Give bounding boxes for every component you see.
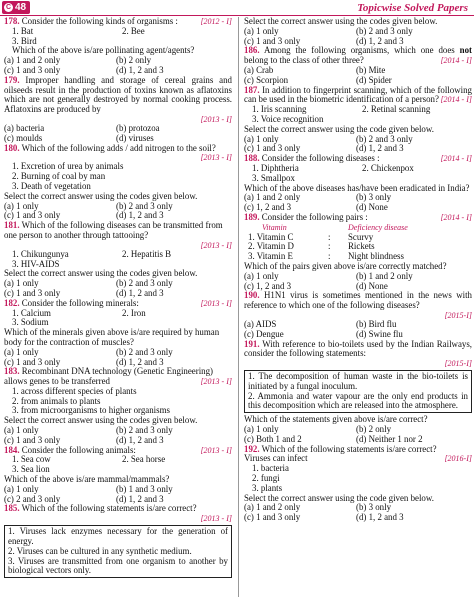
answer-options — [244, 193, 472, 213]
option-a[interactable]: (a) 1 only — [244, 133, 279, 144]
option-c[interactable]: (c) 1 and 3 only — [244, 35, 301, 46]
question-subtext: Viruses can infect — [244, 453, 308, 464]
question-number: 179. — [4, 74, 20, 85]
list-item: 1. Chikungunya — [12, 248, 69, 259]
option-c[interactable]: (c) 1 and 3 only — [4, 64, 61, 75]
source-tag: [2013 - I] — [200, 153, 232, 163]
option-b[interactable]: (b) 2 only — [116, 55, 152, 66]
question-prompt: Select the correct answer using the code given below. — [244, 123, 434, 134]
option-c[interactable]: (c) 2 and 3 only — [4, 493, 61, 504]
question-text: With reference to bio-toilets used by the Indian Railways, consider the following statements: — [244, 338, 472, 359]
answer-options — [4, 426, 232, 446]
option-d[interactable]: (d) Spider — [356, 74, 392, 85]
question-number: 192. — [244, 443, 260, 454]
option-d[interactable]: (d) 1, 2 and 3 — [116, 356, 164, 367]
question-183 — [4, 367, 232, 387]
page-number-badge — [2, 1, 30, 14]
answer-options — [244, 425, 472, 445]
option-d[interactable]: (d) 1, 2 and 3 — [116, 287, 164, 298]
option-b[interactable]: (b) 1 and 2 only — [356, 270, 413, 281]
list-item: 1. Sea cow — [12, 454, 51, 465]
list-item: 1. Viruses lack enzymes necessary for the generation of energy. — [8, 526, 228, 547]
option-a[interactable]: (a) 1 and 2 only — [244, 192, 301, 203]
pair-sep: : — [328, 251, 331, 262]
option-a[interactable]: (a) 1 only — [4, 278, 39, 289]
option-a[interactable]: (a) 1 only — [244, 270, 279, 281]
pair-right: Night blindness — [348, 251, 404, 262]
option-d[interactable]: (d) 1, 2 and 3 — [116, 64, 164, 75]
source-tag: [2013 - I] — [200, 114, 232, 124]
option-b[interactable]: (b) Bird flu — [356, 318, 397, 329]
source-tag: [2013 - I] — [200, 514, 232, 524]
list-item: 3. Smallpox — [252, 172, 295, 183]
source-tag: [2014 - I] — [440, 154, 472, 164]
option-a[interactable]: (a) bacteria — [4, 122, 45, 133]
option-a[interactable]: (a) 1 only — [4, 346, 39, 357]
list-item: 1. Calcium — [12, 307, 51, 318]
list-item: 3. Death of vegetation — [12, 180, 91, 191]
question-text: H1N1 virus is sometimes mentioned in the news with reference to which one of the following diseases? — [244, 290, 472, 311]
list-item: 2. Viruses can be cultured in any synthetic medium. — [8, 545, 192, 556]
question-number: 191. — [244, 338, 260, 349]
source-tag: [2013 - I] — [200, 445, 232, 455]
source-tag: [2013 - I] — [200, 298, 232, 308]
question-text: Consider the following minerals: — [21, 297, 139, 308]
option-b[interactable]: (b) 2 and 3 only — [116, 425, 173, 436]
list-item: 3. Bird — [12, 35, 37, 46]
answer-options — [4, 485, 232, 505]
page-header — [0, 0, 474, 16]
option-c[interactable]: (c) 1 and 3 only — [4, 356, 61, 367]
page-number: 48 — [15, 2, 27, 13]
answer-options — [244, 66, 472, 86]
list-item: 3. Sea lion — [12, 464, 50, 475]
option-b[interactable]: (b) 2 and 3 only — [116, 200, 173, 211]
pair-sep: : — [328, 231, 331, 242]
list-item: 2. Sea horse — [122, 454, 166, 465]
answer-options — [4, 279, 232, 299]
column-header: Vitamin — [262, 222, 287, 232]
option-d[interactable]: (d) 1, 2 and 3 — [116, 434, 164, 445]
question-180 — [4, 144, 232, 154]
list-item: 3. Voice recognition — [252, 113, 324, 124]
pair-left: 2. Vitamin D — [248, 241, 294, 252]
question-text: In addition to fingerprint scanning, which of the following can be used in the biometric identification of a person? — [244, 84, 472, 105]
column-divider — [238, 17, 239, 597]
option-a[interactable]: (a) 1 and 2 only — [244, 502, 301, 513]
question-number: 182. — [4, 297, 20, 308]
question-179 — [4, 76, 232, 115]
question-187 — [244, 86, 472, 106]
question-number: 190. — [244, 290, 260, 301]
question-text: Recombinant DNA technology (Genetic Engineering) allows genes to be transferred — [4, 366, 213, 387]
question-text: Which of the following statements is/are correct? — [21, 503, 197, 514]
option-d[interactable]: (d) 1, 2 and 3 — [356, 35, 404, 46]
source-tag: [2015-I] — [444, 359, 472, 369]
option-b[interactable]: (b) 2 and 3 only — [356, 25, 413, 36]
option-a[interactable]: (a) 1 only — [4, 425, 39, 436]
question-number: 184. — [4, 444, 20, 455]
option-c[interactable]: (c) 1, 2 and 3 — [244, 280, 292, 291]
question-prompt: Which of the pairs given above is/are correctly matched? — [244, 260, 447, 271]
option-d[interactable]: (d) None — [356, 202, 388, 213]
option-b[interactable]: (b) protozoa — [116, 122, 160, 133]
question-text: belong to the class of other three? — [244, 55, 364, 66]
option-a[interactable]: (a) Crab — [244, 64, 274, 75]
option-c[interactable]: (c) moulds — [4, 132, 43, 143]
question-prompt: Which of the statements given above is/are correct? — [244, 414, 428, 425]
option-d[interactable]: (d) Neither 1 nor 2 — [356, 433, 423, 444]
question-number: 188. — [244, 153, 260, 164]
source-tag: [2014 - I] — [440, 56, 472, 66]
list-item: 2. fungi — [252, 473, 280, 484]
question-number: 183. — [4, 366, 20, 377]
question-prompt: Select the correct answer using the codes given below. — [4, 415, 198, 426]
option-b[interactable]: (b) 2 only — [356, 424, 392, 435]
option-c[interactable]: (c) 1 and 3 only — [4, 287, 61, 298]
question-191 — [244, 340, 472, 360]
question-prompt: Which of the above diseases has/have been eradicated in India? — [244, 182, 470, 193]
left-column — [4, 17, 232, 580]
question-190 — [244, 291, 472, 311]
emphasis-not: not — [459, 45, 473, 56]
question-189 — [244, 213, 472, 223]
question-number: 189. — [244, 211, 260, 222]
list-item: 2. Retinal scanning — [362, 104, 431, 115]
source-tag: [2015-I] — [444, 310, 472, 320]
question-prompt: Select the correct answer using the codes given below. — [4, 190, 198, 201]
list-item: 2. Chickenpox — [362, 162, 414, 173]
question-text: Consider the following pairs : — [261, 211, 368, 222]
list-item: 1. Iris scanning — [252, 104, 307, 115]
option-d[interactable]: (d) 1, 2 and 3 — [356, 512, 404, 523]
pair-left: 1. Vitamin C — [248, 231, 294, 242]
source-tag: [2014 - I] — [440, 212, 472, 222]
option-c[interactable]: (c) Both 1 and 2 — [244, 433, 302, 444]
option-a[interactable]: (a) 1 only — [244, 25, 279, 36]
option-a[interactable]: (a) AIDS — [244, 318, 277, 329]
answer-options — [4, 202, 232, 222]
question-number: 180. — [4, 142, 20, 153]
column-header: Deficiency disease — [348, 222, 408, 232]
answer-options — [4, 124, 232, 144]
question-text: Consider the following kinds of organisms : — [21, 16, 178, 26]
question-text: Which of the following adds / add nitrogen to the soil? — [21, 142, 216, 153]
option-d[interactable]: (d) None — [356, 280, 388, 291]
list-item: 1. Excretion of urea by animals — [12, 161, 124, 172]
answer-options — [244, 272, 472, 292]
answer-options — [4, 348, 232, 368]
option-a[interactable]: (a) 1 only — [244, 424, 279, 435]
list-item: 2. Ammonia and water vapour are the only end products in this decomposition which are released into the atmosphere. — [248, 390, 468, 411]
option-a[interactable]: (a) 1 only — [4, 200, 39, 211]
question-text: Improper handling and storage of cereal grains and oilseeds result in the production of toxins known as aflatoxins which are not generally destroyed by normal cooking process. Aflatoxins are produced by — [4, 74, 232, 115]
option-c[interactable]: (c) 1 and 3 only — [4, 210, 61, 221]
option-a[interactable]: (a) 1 only — [4, 483, 39, 494]
option-b[interactable]: (b) 2 and 3 only — [116, 278, 173, 289]
list-item: 1. across different species of plants — [12, 385, 137, 396]
list-item: 1. Diphtheria — [252, 162, 299, 173]
list-item: 3. Viruses are transmitted from one organism to another by biological vectors only. — [8, 555, 228, 576]
option-b[interactable]: (b) 2 and 3 only — [116, 346, 173, 357]
answer-options — [244, 320, 472, 340]
statements-box — [4, 525, 232, 578]
question-prompt: Select the correct answer using the codes given below. — [4, 268, 198, 279]
option-d[interactable]: (d) 1, 2 and 3 — [356, 143, 404, 154]
option-d[interactable]: (d) viruses — [116, 132, 154, 143]
question-text: Which of the following statements is/are correct? — [261, 443, 437, 454]
source-tag: [2013 - I] — [200, 240, 232, 250]
list-item: 1. bacteria — [252, 463, 289, 474]
question-text: Consider the following animals: — [21, 444, 136, 455]
question-178 — [4, 17, 232, 27]
question-number: 181. — [4, 220, 20, 231]
pair-left: 3. Vitamin E — [248, 251, 293, 262]
question-prompt: Select the correct answer using the codes given below. — [244, 16, 438, 26]
option-a[interactable]: (a) 1 and 2 only — [4, 55, 61, 66]
option-b[interactable]: (b) 3 only — [356, 192, 392, 203]
source-tag: [2014 - I] — [440, 95, 472, 105]
question-prompt: Select the correct answer using the code given below. — [244, 492, 434, 503]
answer-options — [244, 135, 472, 155]
option-b[interactable]: (b) 1 and 3 only — [116, 483, 173, 494]
list-item: 3. Sodium — [12, 317, 49, 328]
item-row — [12, 27, 232, 37]
option-c[interactable]: (c) 1 and 3 only — [4, 434, 61, 445]
pair-right: Rickets — [348, 241, 375, 252]
option-d[interactable]: (d) Swine flu — [356, 328, 403, 339]
list-item: 2. Iron — [122, 307, 146, 318]
question-number: 187. — [244, 84, 260, 95]
question-text: Among the following organisms, which one does — [263, 45, 455, 56]
question-number: 185. — [4, 503, 20, 514]
statements-box — [244, 370, 472, 413]
list-item: 2. Bee — [122, 25, 145, 36]
list-item: 3. HIV-AIDS — [12, 258, 60, 269]
source-tag: [2012 - I] — [200, 17, 232, 26]
chapter-mark-icon: C — [5, 4, 12, 11]
question-prompt: Which of the minerals given above is/are required by human body for the contraction of muscles? — [4, 327, 220, 347]
option-c[interactable]: (c) 1 and 3 only — [244, 512, 301, 523]
option-c[interactable]: (c) 1 and 3 only — [244, 143, 301, 154]
answer-options — [4, 56, 232, 76]
source-tag: [2016-I] — [444, 454, 472, 464]
list-item: 3. from microorganisms to higher organisms — [12, 405, 170, 416]
question-185 — [4, 504, 232, 514]
question-186 — [244, 46, 472, 66]
list-item: 2. from animals to plants — [12, 395, 101, 406]
option-b[interactable]: (b) Mite — [356, 64, 386, 75]
question-text: Consider the following diseases : — [261, 153, 380, 164]
option-d[interactable]: (d) 1, 2 and 3 — [116, 493, 164, 504]
option-c[interactable]: (c) Scorpion — [244, 74, 289, 85]
option-c[interactable]: (c) 1, 2 and 3 — [244, 202, 292, 213]
list-item: 2. Burning of coal by man — [12, 171, 106, 182]
list-item: 1. Bat — [12, 25, 34, 36]
option-d[interactable]: (d) 1, 2 and 3 — [116, 210, 164, 221]
list-item: 2. Hepatitis B — [122, 248, 172, 259]
question-prompt: Which of the above is/are pollinating agent/agents? — [12, 45, 195, 56]
option-b[interactable]: (b) 3 only — [356, 502, 392, 513]
answer-options — [244, 503, 472, 523]
list-item: 1. The decomposition of human waste in the bio-toilets is initiated by a fungal inoculum. — [248, 371, 468, 391]
list-item: 3. plants — [252, 482, 283, 493]
question-number: 178. — [4, 16, 20, 26]
option-c[interactable]: (c) Dengue — [244, 328, 284, 339]
question-text: Which of the following diseases can be transmitted from one person to another through tattooing? — [4, 220, 223, 240]
pair-right: Scurvy — [348, 231, 374, 242]
option-b[interactable]: (b) 2 and 3 only — [356, 133, 413, 144]
source-tag: [2013 - I] — [200, 377, 232, 387]
pairs-table — [248, 223, 472, 262]
question-number: 186. — [244, 45, 260, 56]
question-181 — [4, 221, 232, 241]
pair-sep: : — [328, 241, 331, 252]
right-column — [244, 17, 472, 523]
answer-options — [244, 27, 472, 47]
question-prompt: Which of the above is/are mammal/mammals? — [4, 474, 170, 485]
header-title: Topicwise Solved Papers — [357, 2, 468, 14]
